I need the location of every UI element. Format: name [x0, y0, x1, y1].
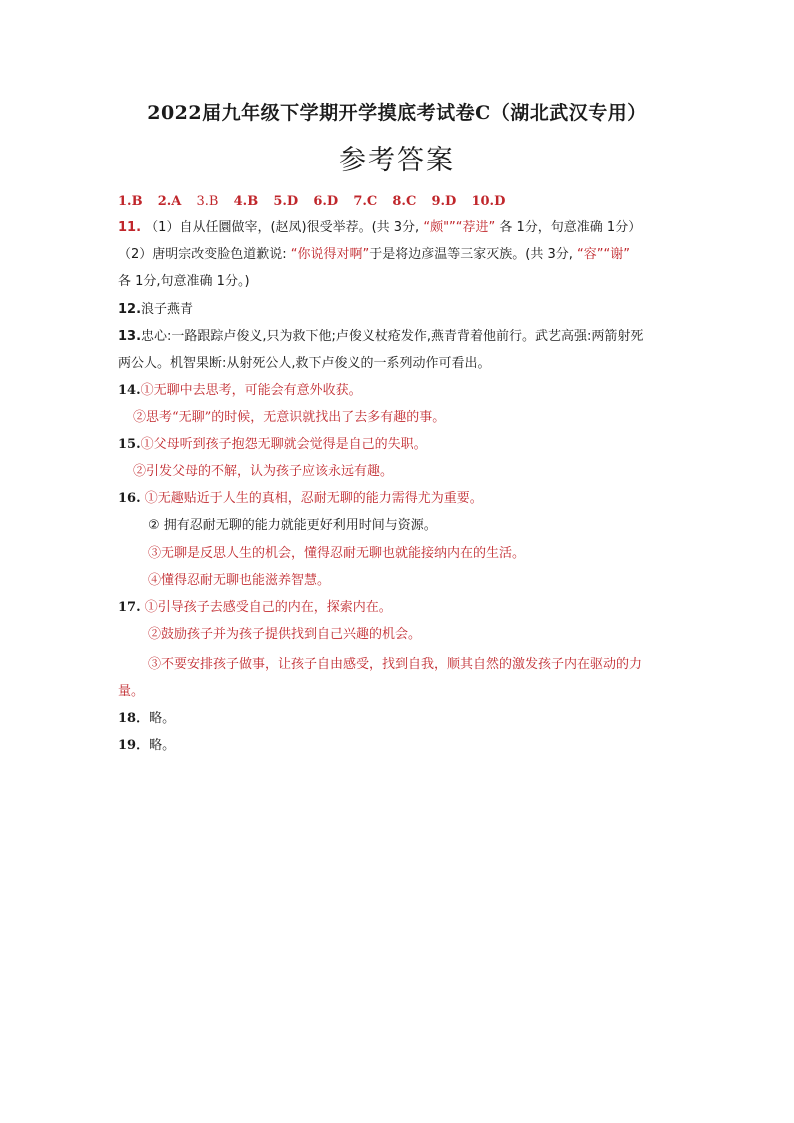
mc-answer: 6.D — [313, 194, 339, 209]
q13-line1 — [118, 328, 688, 346]
page-title: 2022届九年级下学期开学摸底考试卷C（湖北武汉专用） — [147, 102, 647, 124]
q18-answer: 略。 — [149, 711, 176, 726]
q15-number: 15. — [118, 437, 141, 452]
q13-answer-part2: 两公人。机智果断:从射死公人,救下卢俊义的一系列动作可看出。 — [118, 356, 491, 371]
q17-answer-3: ③不要安排孩子做事，让孩子自由感受，找到自我，顺其自然的激发孩子内在驱动的力 — [148, 657, 643, 672]
mc-answer: 3.B — [196, 194, 219, 209]
q11-number: 11. — [118, 220, 142, 235]
q12-answer: 浪子燕青 — [141, 302, 194, 317]
mc-answer: 10.D — [471, 194, 506, 209]
mc-answer: 9.D — [431, 194, 457, 209]
q14-line1 — [118, 382, 688, 400]
q17-answer-1: ①引导孩子去感受自己的内在，探索内在。 — [144, 600, 392, 615]
q17-number: 17. — [118, 600, 141, 615]
q19-number: 19． — [118, 738, 150, 753]
q17-answer-2: ②鼓励孩子并为孩子提供找到自己兴趣的机会。 — [148, 627, 422, 642]
q12-line — [118, 301, 688, 319]
mc-answer: 5.D — [273, 194, 299, 209]
q11-line1 — [118, 219, 688, 237]
q16-answer-3: ③无聊是反思人生的机会，懂得忍耐无聊也就能接纳内在的生活。 — [148, 546, 526, 561]
q16-number: 16. — [118, 491, 141, 506]
q16-answer-4: ④懂得忍耐无聊也能滋养智慧。 — [148, 573, 331, 588]
q11-part1-keywords: “颇"”“荐进” — [423, 220, 496, 235]
q16-answer-1: ①无趣贴近于人生的真相，忍耐无聊的能力需得尤为重要。 — [144, 491, 483, 506]
q11-part2-scoring: 各 1分,句意准确 1分。) — [118, 274, 250, 289]
q13-number: 13. — [118, 329, 142, 344]
q18-number: 18． — [118, 711, 150, 726]
q18-line — [118, 710, 688, 728]
q15-answer-2: ②引发父母的不解，认为孩子应该永远有趣。 — [133, 464, 394, 479]
q11-part2-rest: 于是将边彦温等三家灭族。(共 3分, — [369, 247, 578, 262]
q17-line3 — [148, 656, 718, 674]
q14-number: 14. — [118, 383, 141, 398]
q14-line2 — [133, 409, 703, 427]
q11-part2-text: （2）唐明宗改变脸色道歉说: — [118, 247, 291, 262]
q14-answer-2: ②思考“无聊”的时候，无意识就找出了去多有趣的事。 — [133, 410, 446, 425]
q15-line1 — [118, 436, 688, 454]
q12-number: 12. — [118, 302, 142, 317]
q11-part2-keywords: “容”“谢” — [577, 247, 630, 262]
q15-line2 — [133, 463, 703, 481]
mc-answers-row — [118, 193, 688, 211]
q13-answer-part1: 忠心:一路跟踪卢俊义,只为救下他;卢俊义杖疮发作,燕青背着他前行。武艺高强:两箭射死 — [141, 329, 644, 344]
q11-part1-text: （1）自从任圜做宰，(赵凤)很受举荐。(共 3分, — [145, 220, 424, 235]
q17-answer-4: 量。 — [118, 684, 145, 699]
q16-answer-2: ② 拥有忍耐无聊的能力就能更好利用时间与资源。 — [148, 518, 437, 533]
mc-answer: 8.C — [392, 194, 417, 209]
q17-line2 — [148, 626, 718, 644]
q13-line2 — [118, 355, 688, 373]
q17-line1 — [118, 599, 688, 617]
q14-answer-1: ①无聊中去思考，可能会有意外收获。 — [140, 383, 362, 398]
mc-answer: 2.A — [157, 194, 182, 209]
q11-line2 — [118, 246, 688, 264]
q15-answer-1: ①父母听到孩子抱怨无聊就会觉得是自己的失职。 — [140, 437, 427, 452]
q11-line3 — [118, 273, 688, 291]
q17-line4 — [118, 683, 688, 701]
q19-line — [118, 737, 688, 755]
mc-answer: 1.B — [118, 194, 143, 209]
page-subtitle: 参考答案 — [339, 145, 455, 176]
q16-line4 — [148, 572, 718, 590]
q16-line2 — [148, 517, 718, 535]
mc-answer: 7.C — [353, 194, 378, 209]
q11-part2-quote: “你说得对啊” — [290, 247, 370, 262]
mc-answer: 4.B — [233, 194, 259, 209]
q16-line3 — [148, 545, 718, 563]
q19-answer: 略。 — [149, 738, 176, 753]
q11-part1-scoring: 各 1分，句意准确 1分） — [495, 220, 642, 235]
q16-line1 — [118, 490, 688, 508]
